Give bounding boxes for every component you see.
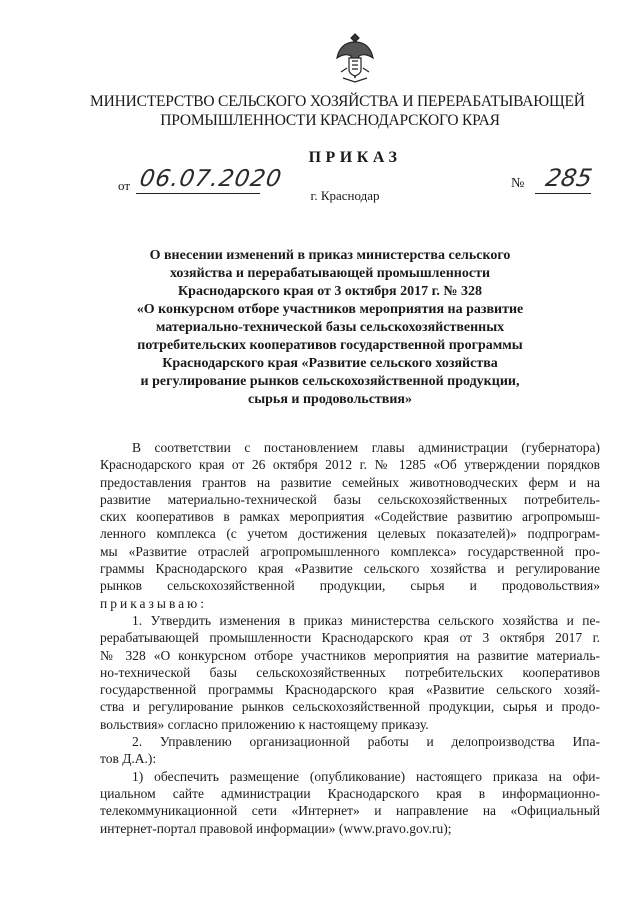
body-line: В соответствии с постановлением главы администрации (губернатора) [132,440,600,455]
coat-of-arms-icon [333,28,377,84]
heading-line: хозяйства и перерабатывающей промышленности [169,266,491,281]
ministry-line-1: МИНИСТЕРСТВО СЕЛЬСКОГО ХОЗЯЙСТВА И ПЕРЕРАБАТЫВАЮЩЕЙ [90,93,585,110]
body-line: Краснодарского края от 26 октября 2012 г. № 1285 «Об утверждении порядков [100,457,600,473]
body-line: телекоммуникационной сети «Интернет» и направление на «Официальный [100,803,600,819]
order-number-handwritten: 285 [543,164,595,192]
body-line: 1) обеспечить размещение (опубликование) настоящего приказа на офи- [132,768,600,784]
body-line: 2. Управлению организационной работы и делопроизводства Ипа- [132,734,600,750]
body-line: ских кооперативов в рамках мероприятия «Содействие развитию агропромыш- [100,509,600,525]
body-line: рынков сельскохозяйственной продукции, сырья и продовольствия» [100,578,600,594]
body-line: вольствия» согласно приложению к настоящему приказу. [100,716,429,732]
heading-line: Краснодарского края от 3 октября 2017 г. № 328 [178,284,482,299]
heading-line: и регулирование рынков сельскохозяйственной продукции, [140,374,520,389]
order-body-text [100,439,600,837]
heading-line: материально-технической базы сельскохозяйственных [155,320,505,335]
body-line: циальном сайте администрации Краснодарского края в информационно- [100,785,600,801]
body-line: граммы Краснодарского края «Развитие сельского хозяйства и регулирование [100,561,600,577]
body-line: № 328 «О конкурсном отборе участников мероприятия на развитие материаль- [100,647,600,663]
ministry-line-2: ПРОМЫШЛЕННОСТИ КРАСНОДАРСКОГО КРАЯ [160,112,500,129]
order-heading [110,247,550,409]
body-line: предоставления грантов на развитие семейных животноводческих ферм и на [100,474,600,490]
number-prefix: № [511,176,525,191]
body-line: 1. Утвердить изменения в приказ министерства сельского хозяйства и пе- [132,612,600,628]
heading-line: О внесении изменений в приказ министерства сельского [149,248,511,263]
heading-line: сырья и продовольствия» [248,392,412,407]
body-line: рерабатывающей промышленности Краснодарского края от 3 октября 2017 г. [100,630,600,646]
body-line: ленного комплекса (с учетом достижения целевых показателей)» подпрограм- [100,526,600,542]
body-line: мы «Развитие отраслей агропромышленного комплекса» государственной про- [100,543,600,559]
order-title: ПРИКАЗ [308,149,402,166]
order-date-handwritten: 06.07.2020 [137,166,284,192]
body-line: но-технической базы сельскохозяйственных потребительских кооперативов [100,664,600,680]
city-name: г. Краснодар [310,188,380,203]
body-line: интернет-портал правовой информации» (www.pravo.gov.ru); [100,820,452,836]
body-line: приказываю: [100,595,207,611]
body-line: ства и регулирование рынков сельскохозяйственной продукции, сырья и продо- [100,699,600,715]
body-line: тов Д.А.): [100,751,157,767]
ministry-name [90,92,585,130]
heading-line: Краснодарского края «Развитие сельского хозяйства [162,356,498,371]
body-line: развитие материально-технической базы сельскохозяйственных потребитель- [100,491,600,507]
body-line: государственной программы Краснодарского края «Развитие сельского хозяй- [100,682,600,698]
heading-line: потребительских кооперативов государственной программы [137,338,523,353]
date-prefix: от [118,178,131,193]
heading-line: «О конкурсном отборе участников мероприятия на развитие [136,302,524,317]
